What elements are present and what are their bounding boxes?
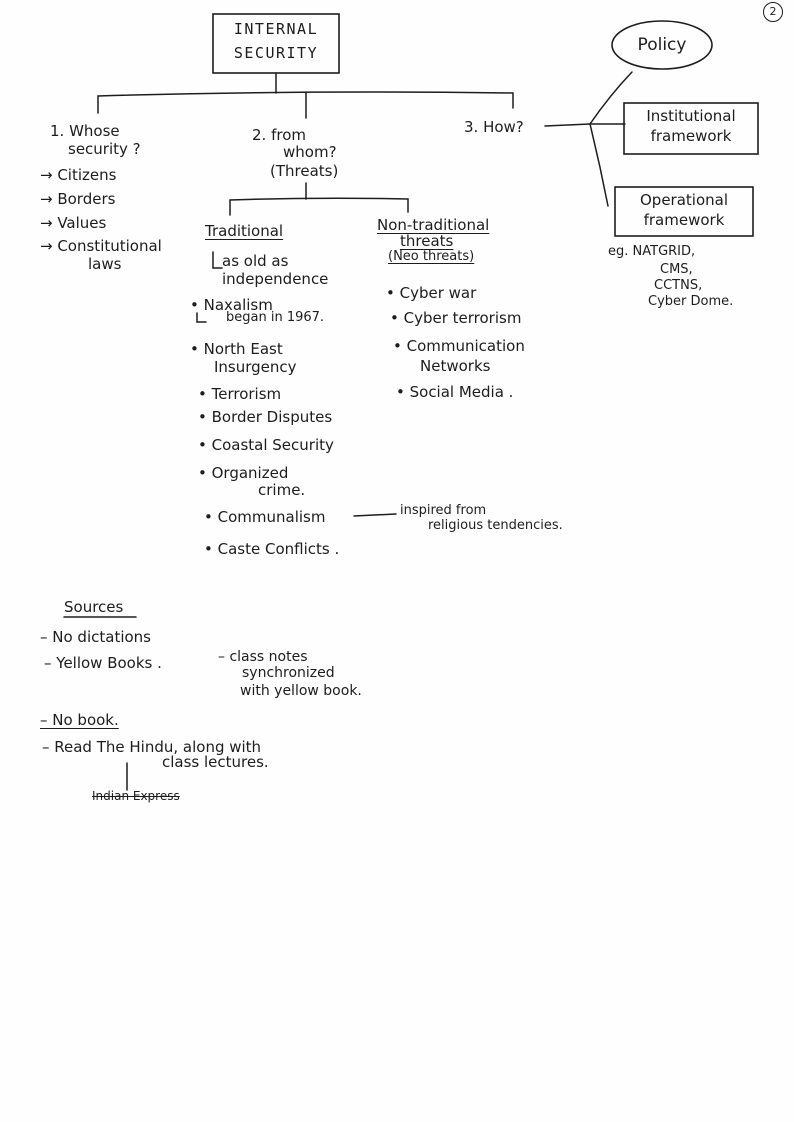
whose-item: → Citizens — [40, 166, 117, 184]
non-traditional-item: • Cyber war — [386, 284, 477, 302]
traditional-item: crime. — [258, 481, 306, 499]
yellow-note-3: with yellow book. — [240, 683, 362, 699]
source-item: – No book. — [40, 711, 119, 729]
operational-example: eg. NATGRID, — [608, 244, 696, 259]
operational-example: Cyber Dome. — [648, 294, 734, 309]
source-item: class lectures. — [162, 753, 269, 771]
non-traditional-heading-2: threats — [400, 232, 454, 250]
how-heading: 3. How? — [464, 118, 524, 136]
policy-label: Policy — [637, 35, 687, 55]
threats-heading-1: 2. from — [252, 126, 306, 144]
operational-example: CMS, — [660, 262, 693, 277]
institutional-line-1: Institutional — [646, 107, 736, 125]
whose-heading-2: security ? — [68, 140, 141, 158]
source-item: – No dictations — [40, 628, 151, 646]
traditional-item: • Terrorism — [198, 385, 282, 403]
non-traditional-item: • Social Media . — [396, 383, 514, 401]
whose-item: laws — [88, 255, 122, 273]
traditional-note-1: as old as — [222, 252, 289, 270]
traditional-note-2: independence — [222, 270, 329, 288]
yellow-note-2: synchronized — [242, 665, 335, 681]
operational-line-2: framework — [643, 211, 725, 229]
communalism-note-2: religious tendencies. — [428, 518, 563, 533]
traditional-item: • Communalism — [204, 508, 326, 526]
source-item: – Yellow Books . — [44, 654, 162, 672]
traditional-item: • Caste Conflicts . — [204, 540, 340, 558]
threats-heading-3: (Threats) — [270, 162, 339, 180]
sources-heading: Sources — [64, 598, 124, 616]
traditional-heading: Traditional — [205, 222, 284, 240]
non-traditional-heading-3: (Neo threats) — [388, 249, 475, 264]
whose-heading-1: 1. Whose — [50, 122, 120, 140]
non-traditional-item: Networks — [420, 357, 491, 375]
traditional-item: • Organized — [198, 464, 289, 482]
yellow-note-1: – class notes — [218, 649, 308, 665]
institutional-line-2: framework — [650, 127, 732, 145]
whose-item: → Values — [40, 214, 107, 232]
operational-example: CCTNS, — [654, 278, 703, 293]
threats-heading-2: whom? — [283, 143, 337, 161]
whose-item: → Constitutional — [40, 237, 162, 255]
non-traditional-item: • Communication — [393, 337, 525, 355]
title-line-2: SECURITY — [233, 44, 319, 62]
non-traditional-heading-1: Non-traditional — [377, 216, 490, 234]
title-line-1: INTERNAL — [233, 20, 319, 38]
operational-line-1: Operational — [639, 191, 728, 209]
struck-source: Indian Express — [92, 789, 180, 803]
traditional-item: Insurgency — [214, 358, 297, 376]
non-traditional-item: • Cyber terrorism — [390, 309, 522, 327]
naxalism-note: began in 1967. — [226, 310, 325, 325]
traditional-item: • Border Disputes — [198, 408, 333, 426]
communalism-note-1: inspired from — [400, 503, 487, 518]
traditional-item: • Coastal Security — [198, 436, 334, 454]
source-item: – Read The Hindu, along with — [42, 738, 262, 756]
traditional-item: • Naxalism — [190, 296, 273, 314]
page-number-badge: 2 — [763, 2, 783, 22]
traditional-item: • North East — [190, 340, 283, 358]
whose-item: → Borders — [40, 190, 116, 208]
